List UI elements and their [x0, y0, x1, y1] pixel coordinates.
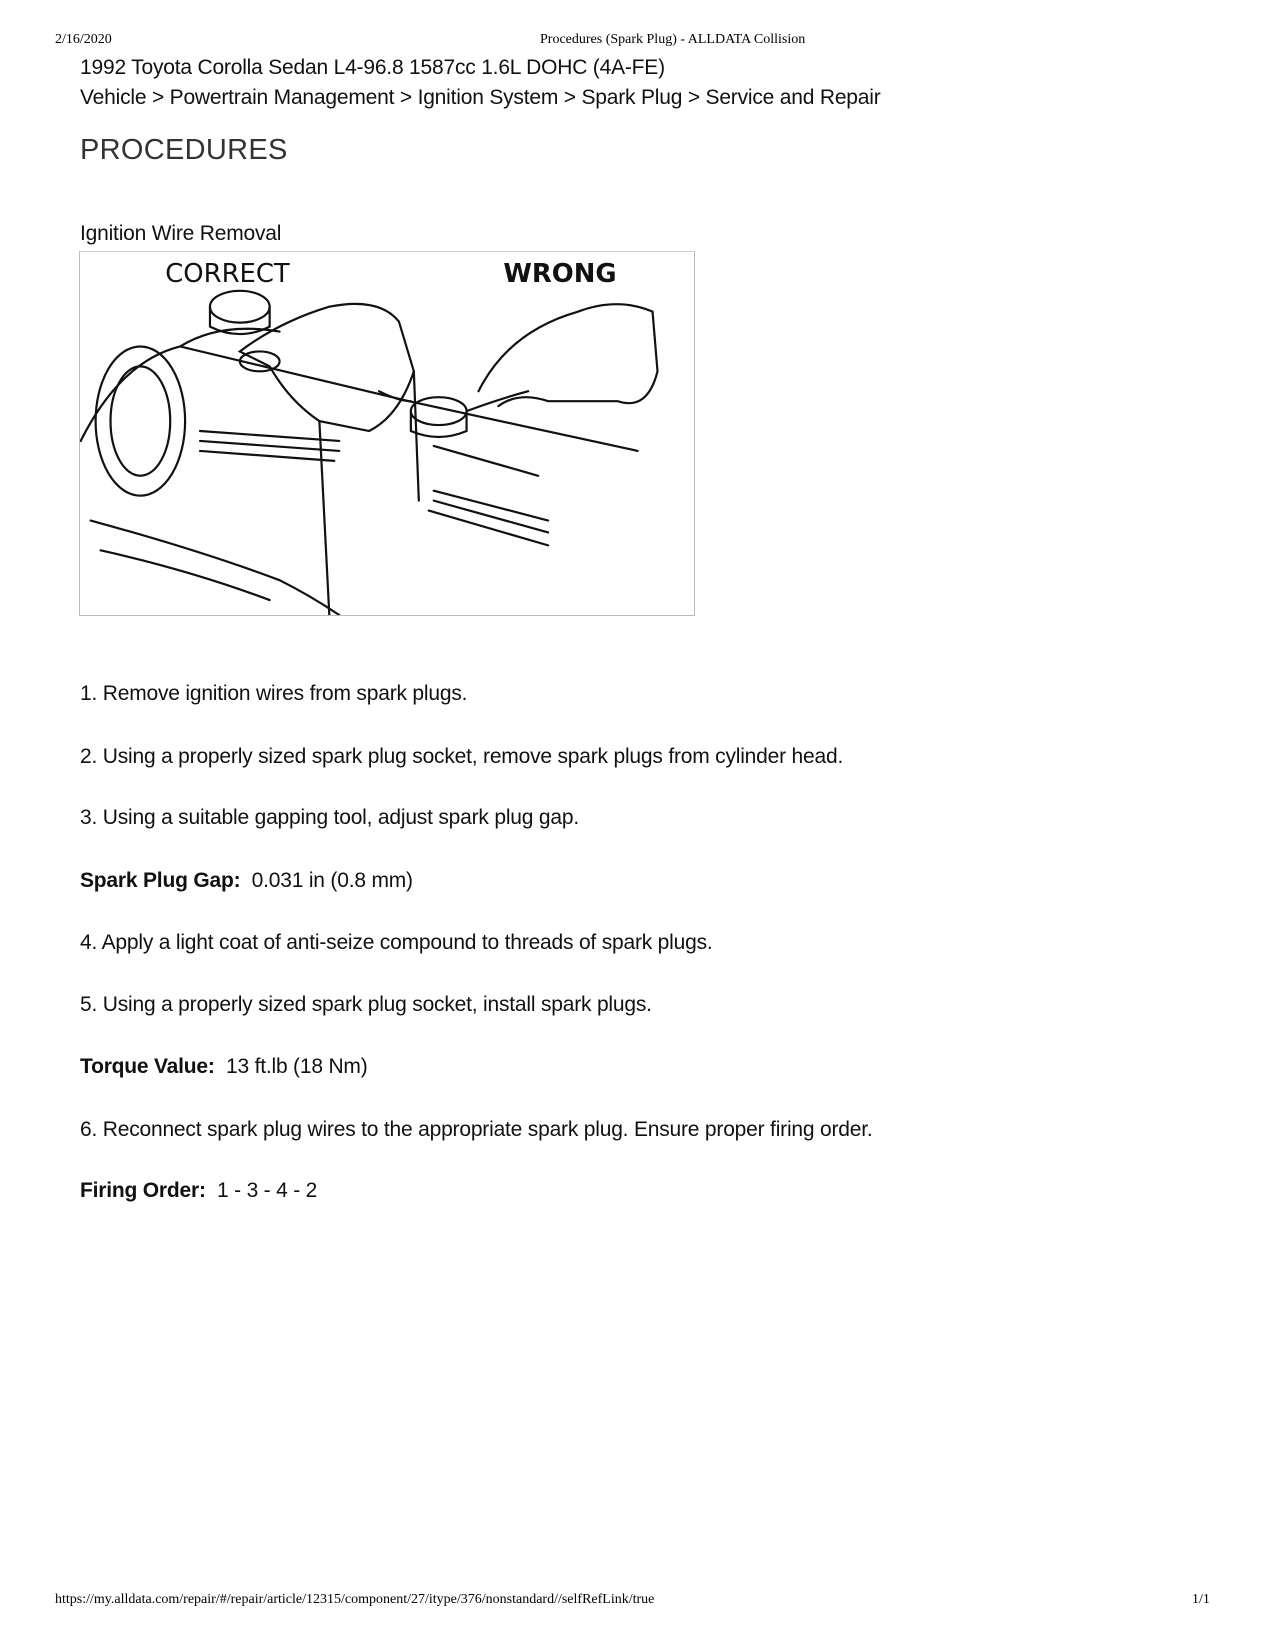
print-title: Procedures (Spark Plug) - ALLDATA Collision	[540, 32, 806, 47]
spec-firing-order	[80, 1179, 317, 1203]
step-5: 5. Using a properly sized spark plug socket, install spark plugs.	[80, 993, 652, 1016]
label-correct: CORRECT	[165, 258, 290, 289]
spec-label: Spark Plug Gap:	[80, 869, 241, 892]
print-url: https://my.alldata.com/repair/#/repair/article/12315/component/27/itype/376/nonstandard//selfRefLink/true	[55, 1592, 655, 1607]
figure-caption: Ignition Wire Removal	[80, 222, 282, 245]
spec-torque-value	[80, 1055, 368, 1079]
spec-spark-plug-gap	[80, 869, 413, 893]
vehicle-title: 1992 Toyota Corolla Sedan L4-96.8 1587cc 1.6L DOHC (4A-FE)	[80, 56, 665, 79]
ignition-wire-illustration	[79, 251, 695, 616]
print-date: 2/16/2020	[55, 32, 112, 47]
spec-label: Torque Value:	[80, 1055, 215, 1078]
step-3: 3. Using a suitable gapping tool, adjust spark plug gap.	[80, 806, 579, 829]
step-1: 1. Remove ignition wires from spark plugs.	[80, 682, 468, 705]
step-2: 2. Using a properly sized spark plug socket, remove spark plugs from cylinder head.	[80, 745, 844, 768]
spec-value: 1 - 3 - 4 - 2	[217, 1179, 318, 1202]
print-page-number: 1/1	[1192, 1592, 1210, 1607]
label-wrong: WRONG	[503, 258, 617, 289]
spec-value: 13 ft.lb (18 Nm)	[225, 1055, 368, 1078]
spec-value: 0.031 in (0.8 mm)	[251, 869, 413, 892]
page-title: PROCEDURES	[80, 134, 288, 166]
spec-label: Firing Order:	[80, 1179, 206, 1202]
step-6: 6. Reconnect spark plug wires to the appropriate spark plug. Ensure proper firing order.	[80, 1118, 873, 1141]
step-4: 4. Apply a light coat of anti-seize compound to threads of spark plugs.	[80, 931, 713, 954]
breadcrumb: Vehicle > Powertrain Management > Ignition System > Spark Plug > Service and Repair	[80, 86, 881, 109]
